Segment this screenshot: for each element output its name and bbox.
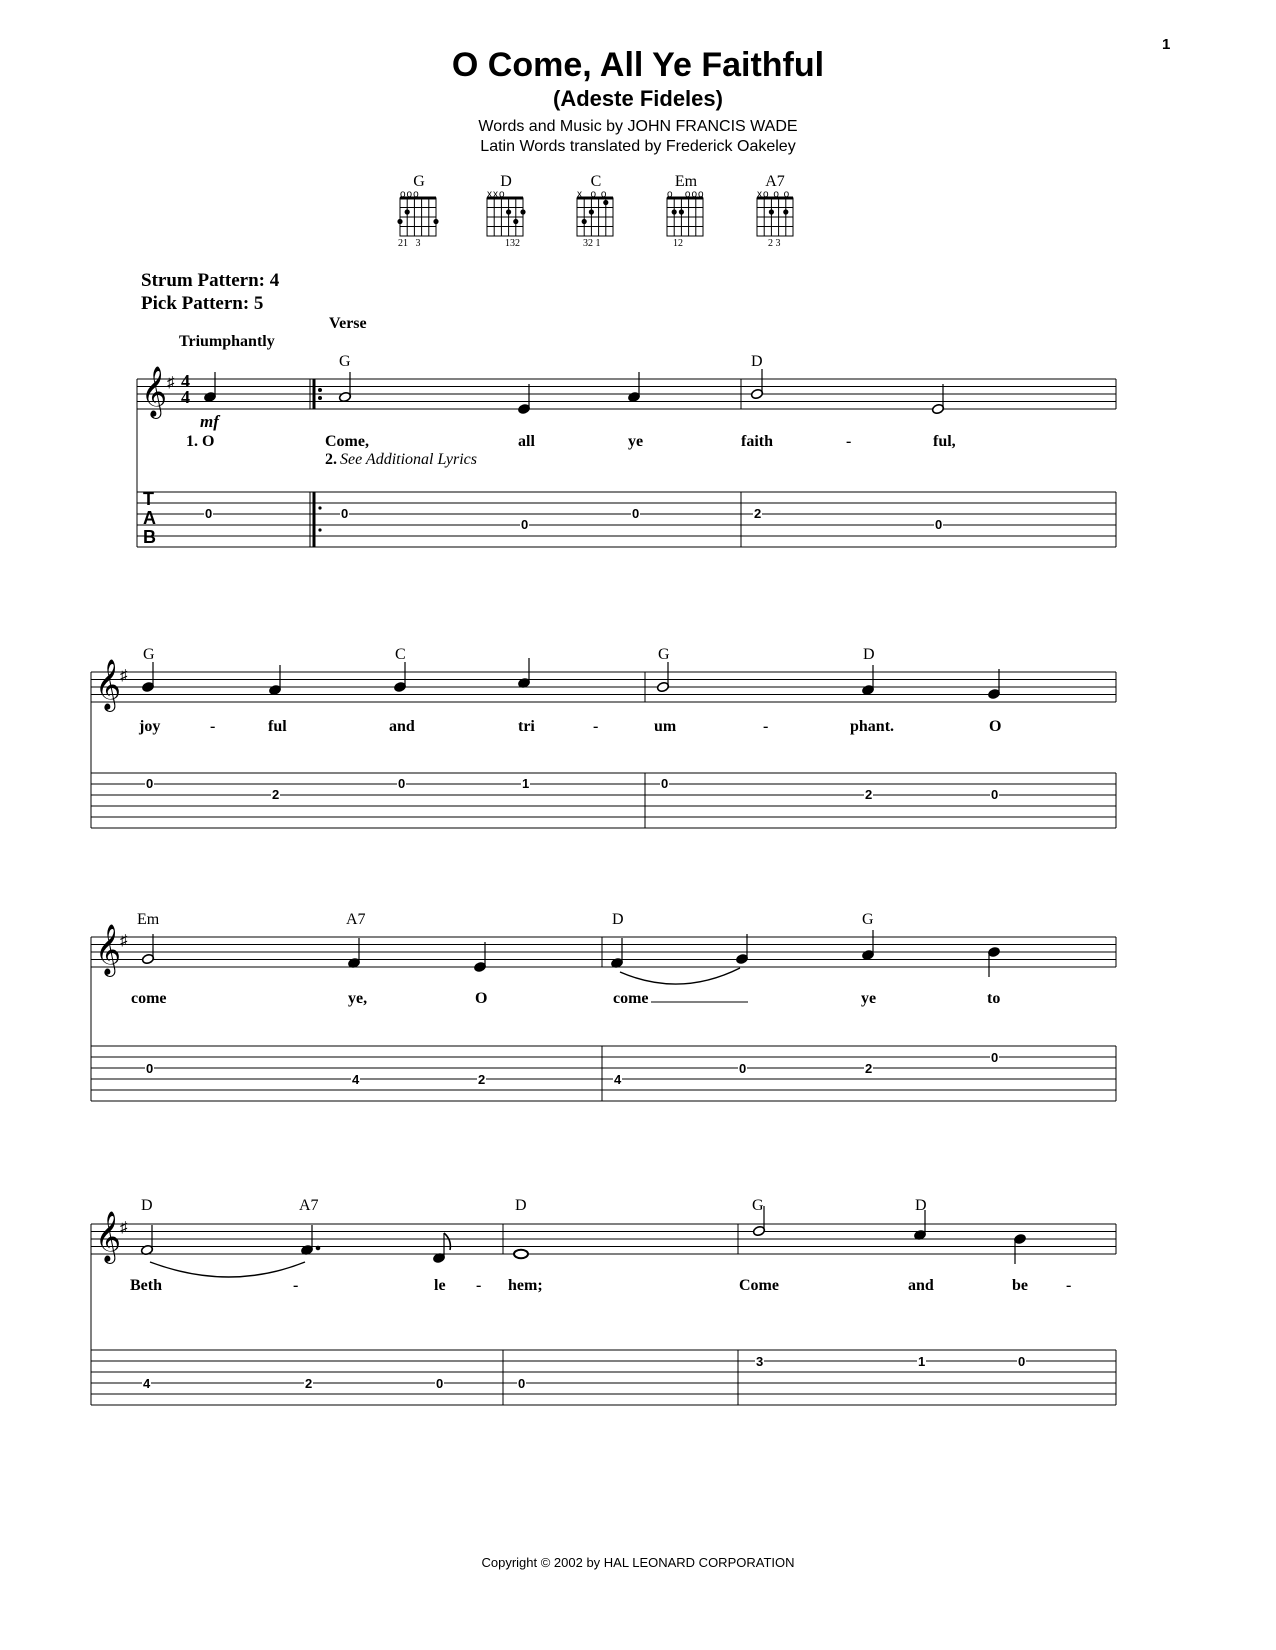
chord-symbol: A7 (346, 911, 366, 928)
credit-translation: Latin Words translated by Frederick Oakeley (480, 138, 796, 155)
chord-symbol: D (612, 911, 624, 928)
lyric: - (1066, 1277, 1072, 1294)
page-number: 1 (1162, 36, 1171, 53)
tab-fret: 2 (478, 1072, 486, 1087)
tab-fret: 0 (205, 506, 213, 521)
tab-fret: 0 (341, 506, 349, 521)
lyric: hem; (508, 1277, 543, 1294)
lyric: O (475, 990, 488, 1007)
tab-fret: 4 (143, 1376, 151, 1391)
chord-diagram-label: A7 (765, 173, 785, 190)
treble-clef-icon: 𝄞 (95, 1212, 122, 1261)
chord-top-markers: xo o o (757, 189, 791, 200)
lyric: faith (741, 433, 773, 450)
tab-fret: 1 (522, 776, 530, 791)
chord-top-markers: ooo (400, 189, 420, 200)
chord-top-markers: x o o (577, 189, 608, 200)
lyric: - (763, 718, 769, 735)
lyric: ful (268, 718, 287, 735)
tab-fret: 0 (661, 776, 669, 791)
chord-symbol: D (915, 1197, 927, 1214)
lyric: - (593, 718, 599, 735)
tab-fret: 0 (632, 506, 640, 521)
tab-fret: 0 (935, 517, 943, 532)
chord-diagram-label: Em (674, 173, 698, 190)
treble-clef-icon: 𝄞 (141, 367, 168, 416)
lyric: to (987, 990, 1001, 1007)
lyric: joy (139, 718, 161, 735)
lyric: and (908, 1277, 934, 1294)
lyric: Come, (325, 433, 369, 450)
copyright-notice: Copyright © 2002 by HAL LEONARD CORPORATION (481, 1555, 795, 1570)
tab-fret: 4 (352, 1072, 360, 1087)
time-signature-bottom: 4 (181, 387, 190, 407)
tab-fret: 2 (754, 506, 762, 521)
lyric: - (476, 1277, 482, 1294)
tab-fret: 0 (436, 1376, 444, 1391)
chord-diagram-label: C (590, 173, 602, 190)
chord-top-markers: o ooo (667, 189, 705, 200)
chord-diagram-label: G (413, 173, 425, 190)
lyric: come (131, 990, 167, 1007)
lyric: tri (518, 718, 535, 735)
chord-fingering: 132 (505, 238, 520, 249)
lyric: all (518, 433, 535, 450)
lyric: O (989, 718, 1002, 735)
tab-fret: 2 (305, 1376, 313, 1391)
tab-fret: 4 (614, 1072, 622, 1087)
lyric: come (613, 990, 649, 1007)
lyric: 1. O (186, 433, 215, 450)
song-title: O Come, All Ye Faithful (451, 46, 825, 84)
chord-diagram-label: D (500, 173, 512, 190)
tempo-marking: Triumphantly (179, 333, 275, 350)
tab-fret: 0 (1018, 1354, 1026, 1369)
chord-symbol: D (515, 1197, 527, 1214)
lyric: - (210, 718, 216, 735)
pick-pattern: Pick Pattern: 5 (141, 293, 264, 314)
chord-fingering: 12 (673, 238, 683, 249)
treble-clef-icon: 𝄞 (95, 925, 122, 974)
lyric: Beth (130, 1277, 162, 1294)
tab-fret: 0 (146, 776, 154, 791)
chord-symbol: C (395, 646, 406, 663)
verse-2-note: See Additional Lyrics (340, 451, 477, 468)
chord-top-markers: xxo (487, 189, 506, 200)
chord-symbol: G (658, 646, 670, 663)
lyric: um (654, 718, 677, 735)
lyric: le (434, 1277, 446, 1294)
lyric: be (1012, 1277, 1028, 1294)
tab-fret: 0 (398, 776, 406, 791)
chord-symbol: G (339, 353, 351, 370)
chord-fingering: 2 3 (768, 238, 781, 249)
chord-symbol: G (752, 1197, 764, 1214)
chord-symbol: G (862, 911, 874, 928)
tab-fret: 1 (918, 1354, 926, 1369)
lyric: - (293, 1277, 299, 1294)
chord-fingering: 21 3 (398, 238, 421, 249)
tab-label-t: T (143, 489, 154, 509)
tab-fret: 2 (865, 1061, 873, 1076)
lyric: phant. (850, 718, 895, 735)
lyric: ye (628, 433, 644, 450)
chord-symbol: G (143, 646, 155, 663)
dynamic-marking: mf (200, 412, 219, 431)
treble-clef-icon: 𝄞 (95, 660, 122, 709)
lyric: - (846, 433, 852, 450)
lyric: Come (739, 1277, 779, 1294)
tab-fret: 3 (756, 1354, 764, 1369)
strum-pattern: Strum Pattern: 4 (141, 270, 280, 291)
credit-music: Words and Music by JOHN FRANCIS WADE (478, 118, 798, 135)
lyric: and (389, 718, 415, 735)
chord-symbol: D (141, 1197, 153, 1214)
verse-2-number: 2. (325, 451, 337, 468)
chord-symbol: D (863, 646, 875, 663)
sharp-icon: ♯ (120, 667, 128, 684)
section-label: Verse (329, 315, 367, 332)
sharp-icon: ♯ (167, 374, 175, 391)
lyric: ye, (348, 990, 368, 1007)
tab-label-b: B (143, 527, 156, 547)
time-signature-top: 4 (181, 371, 190, 391)
tab-fret: 0 (521, 517, 529, 532)
tab-label-a: A (143, 508, 156, 528)
lyric: ye (861, 990, 877, 1007)
chord-symbol: Em (137, 911, 160, 928)
tab-fret: 2 (272, 787, 280, 802)
chord-symbol: A7 (299, 1197, 319, 1214)
tab-fret: 2 (865, 787, 873, 802)
sharp-icon: ♯ (120, 1219, 128, 1236)
tab-fret: 0 (991, 1050, 999, 1065)
tab-fret: 0 (991, 787, 999, 802)
tab-fret: 0 (146, 1061, 154, 1076)
chord-fingering: 32 1 (583, 238, 601, 249)
song-subtitle: (Adeste Fideles) (553, 86, 723, 111)
lyric: ful, (933, 433, 956, 450)
tab-fret: 0 (518, 1376, 526, 1391)
chord-symbol: D (751, 353, 763, 370)
tab-fret: 0 (739, 1061, 747, 1076)
sharp-icon: ♯ (120, 932, 128, 949)
